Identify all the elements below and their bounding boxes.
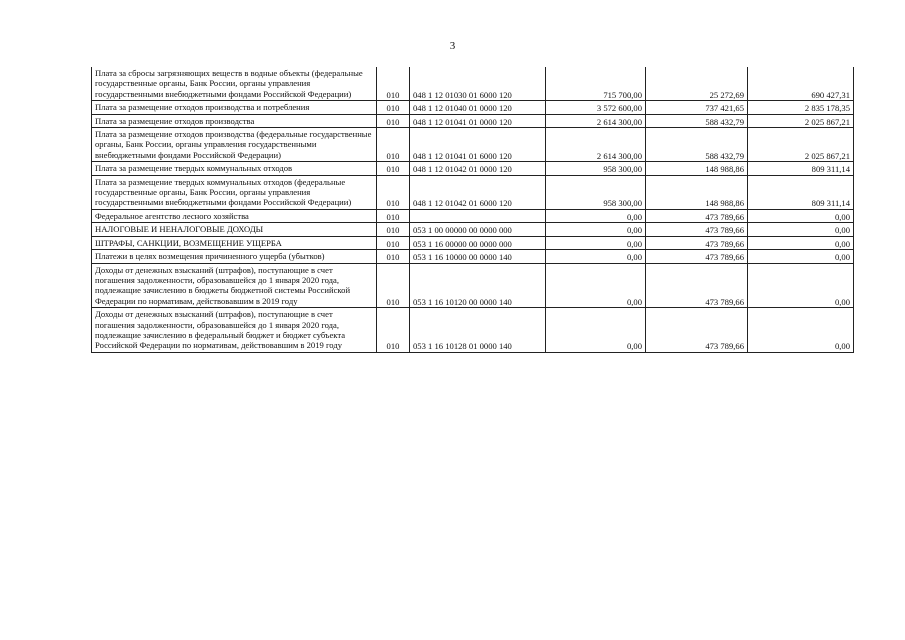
approved-amount-cell: 958 300,00 xyxy=(546,162,646,175)
approved-amount-cell: 0,00 xyxy=(546,263,646,308)
approved-amount-cell: 958 300,00 xyxy=(546,175,646,209)
table-row xyxy=(92,223,854,236)
remaining-amount-cell: 0,00 xyxy=(748,236,854,249)
approved-amount-cell: 0,00 xyxy=(546,209,646,222)
income-name-cell: Доходы от денежных взысканий (штрафов), поступающие в счет погашения задолженности, образовавшейся до 1 января 2020 года, подлежащие зачислению в федеральный бюджет и бюджет субъекта Российской Федерации по нормативам, действовавшим в 2019 году xyxy=(92,308,377,353)
executed-amount-cell: 473 789,66 xyxy=(646,223,748,236)
table-row xyxy=(92,162,854,175)
income-name-cell: Плата за размещение отходов производства и потребления xyxy=(92,101,377,114)
line-code-cell: 010 xyxy=(377,236,410,249)
budget-classification-code-cell: 053 1 00 00000 00 0000 000 xyxy=(410,223,546,236)
line-code-cell: 010 xyxy=(377,175,410,209)
budget-classification-code-cell: 053 1 16 00000 00 0000 000 xyxy=(410,236,546,249)
remaining-amount-cell: 0,00 xyxy=(748,223,854,236)
budget-classification-code-cell: 048 1 12 01040 01 0000 120 xyxy=(410,101,546,114)
line-code-cell: 010 xyxy=(377,67,410,101)
remaining-amount-cell: 0,00 xyxy=(748,250,854,263)
budget-classification-code-cell: 048 1 12 01041 01 0000 120 xyxy=(410,114,546,127)
income-name-cell: ШТРАФЫ, САНКЦИИ, ВОЗМЕЩЕНИЕ УЩЕРБА xyxy=(92,236,377,249)
table-row xyxy=(92,114,854,127)
table-row xyxy=(92,250,854,263)
budget-classification-code-cell xyxy=(410,209,546,222)
line-code-cell: 010 xyxy=(377,209,410,222)
executed-amount-cell: 25 272,69 xyxy=(646,67,748,101)
income-name-cell: Плата за размещение отходов производства xyxy=(92,114,377,127)
table-row xyxy=(92,67,854,101)
approved-amount-cell: 0,00 xyxy=(546,236,646,249)
executed-amount-cell: 473 789,66 xyxy=(646,308,748,353)
income-name-cell: Плата за размещение твердых коммунальных отходов (федеральные государственные органы, Банк России, органы управления государственными внебюджетными фондами Российской Федерации) xyxy=(92,175,377,209)
budget-classification-code-cell: 048 1 12 01042 01 0000 120 xyxy=(410,162,546,175)
remaining-amount-cell: 809 311,14 xyxy=(748,175,854,209)
approved-amount-cell: 0,00 xyxy=(546,308,646,353)
income-name-cell: Плата за сбросы загрязняющих веществ в водные объекты (федеральные государственные органы, Банк России, органы управления государственными внебюджетными фондами Российской Федерации) xyxy=(92,67,377,101)
line-code-cell: 010 xyxy=(377,308,410,353)
income-name-cell: Федеральное агентство лесного хозяйства xyxy=(92,209,377,222)
executed-amount-cell: 588 432,79 xyxy=(646,114,748,127)
page-number: 3 xyxy=(449,40,456,52)
line-code-cell: 010 xyxy=(377,263,410,308)
remaining-amount-cell: 0,00 xyxy=(748,263,854,308)
budget-classification-code-cell: 053 1 16 10128 01 0000 140 xyxy=(410,308,546,353)
line-code-cell: 010 xyxy=(377,114,410,127)
approved-amount-cell: 0,00 xyxy=(546,250,646,263)
approved-amount-cell: 715 700,00 xyxy=(546,67,646,101)
executed-amount-cell: 588 432,79 xyxy=(646,128,748,162)
approved-amount-cell: 2 614 300,00 xyxy=(546,114,646,127)
table-row xyxy=(92,263,854,308)
executed-amount-cell: 473 789,66 xyxy=(646,263,748,308)
table-row xyxy=(92,175,854,209)
income-name-cell: НАЛОГОВЫЕ И НЕНАЛОГОВЫЕ ДОХОДЫ xyxy=(92,223,377,236)
executed-amount-cell: 473 789,66 xyxy=(646,209,748,222)
executed-amount-cell: 148 988,86 xyxy=(646,162,748,175)
executed-amount-cell: 473 789,66 xyxy=(646,236,748,249)
table-row xyxy=(92,308,854,353)
executed-amount-cell: 737 421,65 xyxy=(646,101,748,114)
line-code-cell: 010 xyxy=(377,128,410,162)
executed-amount-cell: 148 988,86 xyxy=(646,175,748,209)
income-name-cell: Плата за размещение твердых коммунальных отходов xyxy=(92,162,377,175)
remaining-amount-cell: 2 835 178,35 xyxy=(748,101,854,114)
approved-amount-cell: 0,00 xyxy=(546,223,646,236)
table-row xyxy=(92,101,854,114)
budget-classification-code-cell: 048 1 12 01041 01 6000 120 xyxy=(410,128,546,162)
remaining-amount-cell: 0,00 xyxy=(748,209,854,222)
table-row xyxy=(92,128,854,162)
budget-execution-table xyxy=(91,67,854,353)
approved-amount-cell: 3 572 600,00 xyxy=(546,101,646,114)
budget-classification-code-cell: 048 1 12 01042 01 6000 120 xyxy=(410,175,546,209)
income-name-cell: Плата за размещение отходов производства (федеральные государственные органы, Банк России, органы управления государственными внебюджетными фондами Российской Федерации) xyxy=(92,128,377,162)
line-code-cell: 010 xyxy=(377,101,410,114)
remaining-amount-cell: 2 025 867,21 xyxy=(748,128,854,162)
remaining-amount-cell: 690 427,31 xyxy=(748,67,854,101)
line-code-cell: 010 xyxy=(377,223,410,236)
approved-amount-cell: 2 614 300,00 xyxy=(546,128,646,162)
budget-classification-code-cell: 053 1 16 10120 00 0000 140 xyxy=(410,263,546,308)
income-name-cell: Доходы от денежных взысканий (штрафов), поступающие в счет погашения задолженности, образовавшейся до 1 января 2020 года, подлежащие зачислению в бюджеты бюджетной системы Российской Федерации по нормативам, действовавшим в 2019 году xyxy=(92,263,377,308)
table-row xyxy=(92,236,854,249)
remaining-amount-cell: 0,00 xyxy=(748,308,854,353)
income-name-cell: Платежи в целях возмещения причиненного ущерба (убытков) xyxy=(92,250,377,263)
line-code-cell: 010 xyxy=(377,250,410,263)
remaining-amount-cell: 2 025 867,21 xyxy=(748,114,854,127)
budget-classification-code-cell: 053 1 16 10000 00 0000 140 xyxy=(410,250,546,263)
executed-amount-cell: 473 789,66 xyxy=(646,250,748,263)
remaining-amount-cell: 809 311,14 xyxy=(748,162,854,175)
table-body xyxy=(92,67,854,352)
line-code-cell: 010 xyxy=(377,162,410,175)
budget-classification-code-cell: 048 1 12 01030 01 6000 120 xyxy=(410,67,546,101)
table-row xyxy=(92,209,854,222)
